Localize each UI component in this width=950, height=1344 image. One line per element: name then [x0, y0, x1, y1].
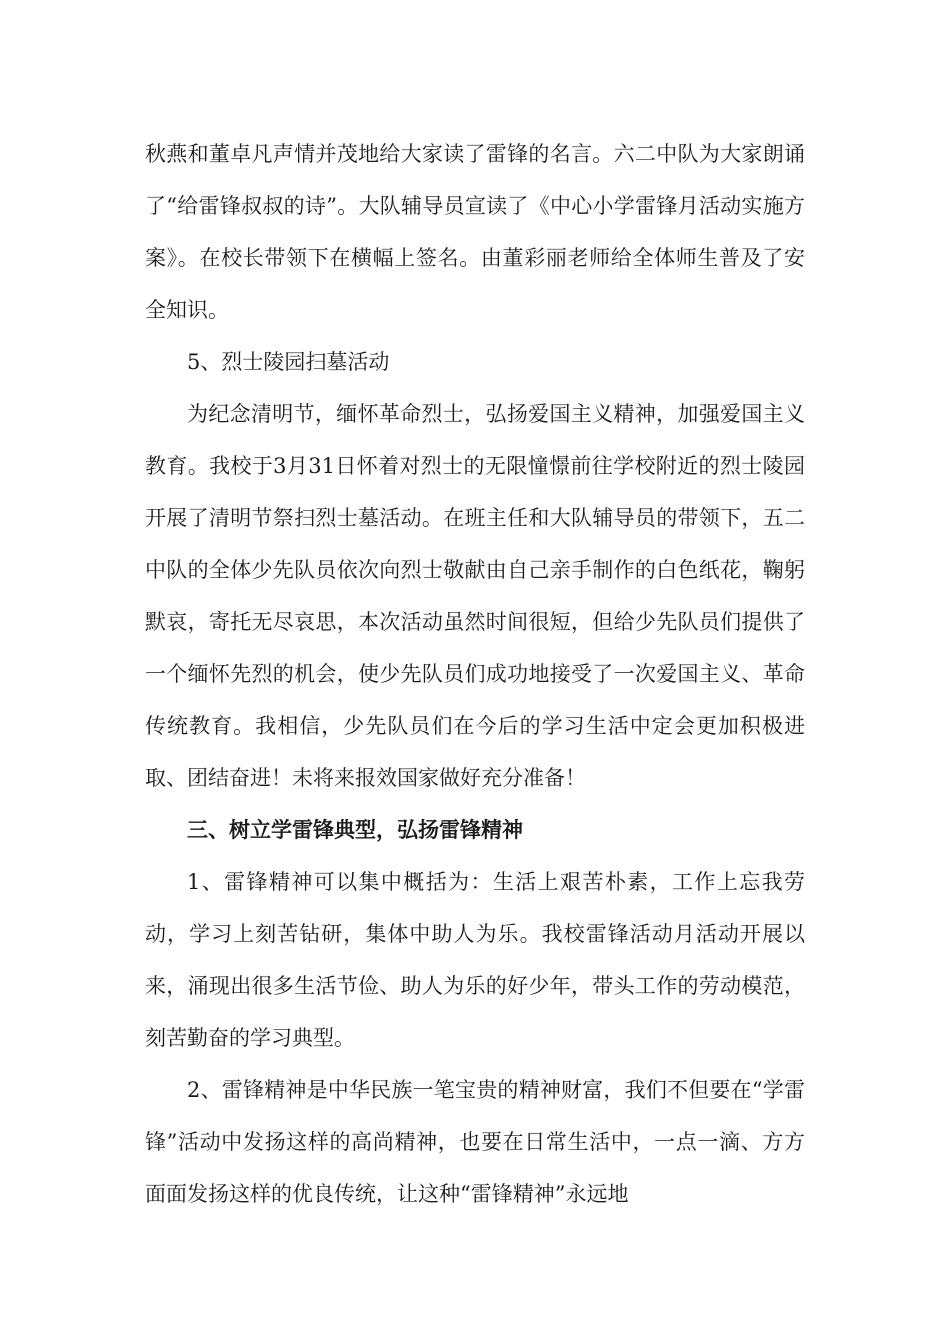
- section-heading-martyrs-cemetery: 5、烈士陵园扫墓活动: [187, 350, 390, 374]
- paragraph-leifeng-spirit-tradition: 2、雷锋精神是中华民族一笔宝贵的精神财富，我们不但要在“学雷锋”活动中发扬这样的高尚精神，也要在日常生活中，一点一滴、方方面面发扬这样的优良传统，让这种“雷锋精神”永远地: [145, 1078, 805, 1206]
- paragraph-ceremony-summary: 秋燕和董卓凡声情并茂地给大家读了雷锋的名言。六二中队为大家朗诵了“给雷锋叔叔的诗”。大队辅导员宣读了《中心小学雷锋月活动实施方案》。在校长带领下在横幅上签名。由董彩丽老师给全体师生普及了安全知识。: [145, 142, 805, 322]
- paragraph-leifeng-spirit-summary: 1、雷锋精神可以集中概括为：生活上艰苦朴素，工作上忘我劳动，学习上刻苦钻研，集体中助人为乐。我校雷锋活动月活动开展以来，涌现出很多生活节俭、助人为乐的好少年，带头工作的劳动模范，刻苦勤奋的学习典型。: [145, 870, 805, 1050]
- paragraph-martyrs-cemetery-activity: 为纪念清明节，缅怀革命烈士，弘扬爱国主义精神，加强爱国主义教育。我校于3月31日怀着对烈士的无限憧憬前往学校附近的烈士陵园开展了清明节祭扫烈士墓活动。在班主任和大队辅导员的带领下，五二中队的全体少先队员依次向烈士敬献由自己亲手制作的白色纸花，鞠躬默哀，寄托无尽哀思，本次活动虽然时间很短，但给少先队员们提供了一个缅怀先烈的机会，使少先队员们成功地接受了一次爱国主义、革命传统教育。我相信，少先队员们在今后的学习生活中定会更加积极进取、团结奋进！未将来报效国家做好充分准备！: [145, 402, 805, 790]
- document-body: [145, 128, 805, 1220]
- section-heading-leifeng-models: 三、树立学雷锋典型，弘扬雷锋精神: [187, 818, 523, 842]
